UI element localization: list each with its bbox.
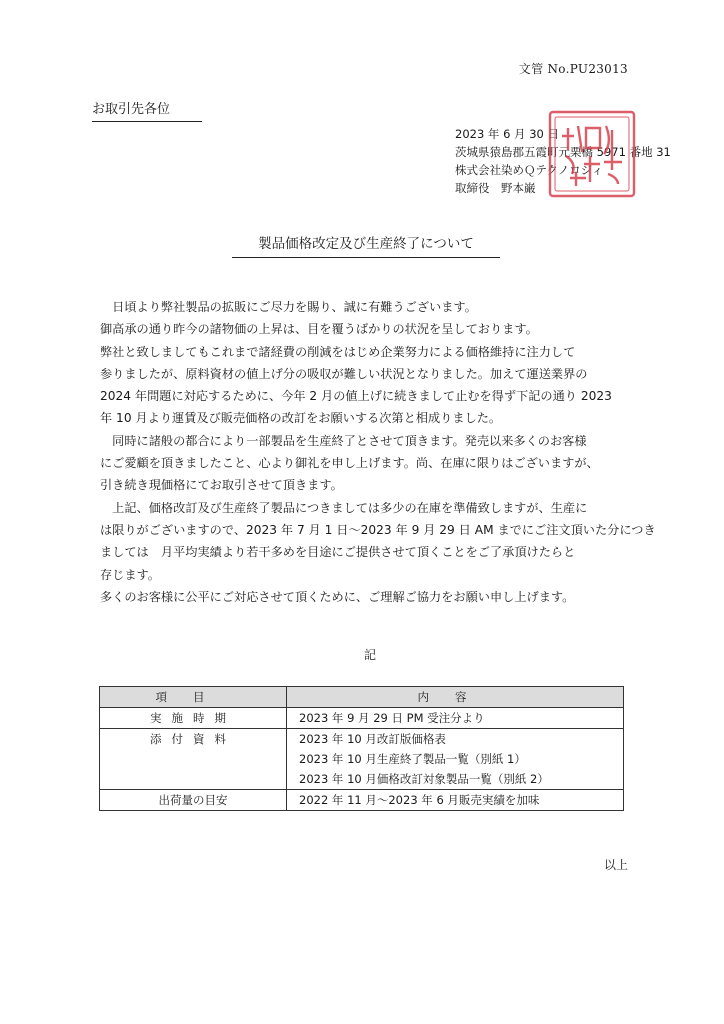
row-label: 出荷量の目安 — [100, 790, 287, 811]
body-line: 参りましたが、原料資材の値上げ分の吸収が難しい状況となりました。加えて運送業界の — [100, 366, 588, 381]
sender-address: 茨城県猿島郡五霞町元栗橋 5971 番地 31 — [455, 145, 671, 159]
closing-text: 以上 — [603, 858, 628, 872]
row-value — [287, 708, 624, 729]
sender-company: 株式会社染めＱテクノロジィ — [455, 163, 604, 177]
row-value — [287, 729, 624, 790]
row-value-line: 2023 年 9 月 29 日 PM 受注分より — [299, 711, 485, 725]
header-item: 項目 — [100, 687, 287, 708]
issue-date: 2023 年 6 月 30 日 — [455, 127, 559, 141]
body-line: 引き続き現価格にてお取引させて頂きます。 — [100, 478, 343, 493]
body-line: 存じます。 — [100, 567, 160, 582]
body-line: 弊社と致しましてもこれまで諸経費の削減をはじめ企業努力による価格維持に注力して — [100, 344, 576, 359]
body-line: 2024 年問題に対応するために、今年 2 月の値上げに続きまして止むを得ず下記の通り 2023 — [100, 389, 612, 404]
body-line: 年 10 月より運賃及び販売価格の改訂をお願いする次第と相成りました。 — [100, 411, 502, 426]
body-line: ましては 月平均実績より若干多めを目途にご提供させて頂くことをご了承頂けたらと — [100, 545, 576, 560]
body-line: 上記、価格改訂及び生産終了製品につきましては多少の在庫を準備致しますが、生産に — [100, 500, 588, 515]
body-line: 多くのお客様に公平にご対応させて頂くために、ご理解ご協力をお願い申し上げます。 — [100, 589, 575, 604]
document-title: 製品価格改定及び生産終了について — [232, 232, 500, 258]
row-value-line: 2023 年 10 月生産終了製品一覧（別紙 1） — [299, 752, 526, 766]
body-line: は限りがございますので、2023 年 7 月 1 日～2023 年 9 月 29 日 AM までにご注文頂いた分につき — [100, 522, 656, 537]
row-label: 実施時期 — [100, 708, 287, 729]
row-value — [287, 790, 624, 811]
body-line: 同時に諸般の都合により一部製品を生産終了とさせて頂きます。発売以来多くのお客様 — [100, 433, 587, 448]
sender-representative: 取締役 野本巌 — [455, 181, 536, 195]
row-label: 添付資料 — [100, 729, 287, 790]
table-header-row — [100, 687, 624, 708]
body-text — [100, 296, 656, 608]
body-line: 御高承の通り昨今の諸物価の上昇は、目を覆うばかりの状況を呈しております。 — [100, 322, 538, 337]
table-row — [100, 729, 624, 790]
table-row — [100, 708, 624, 729]
row-value-line: 2023 年 10 月価格改訂対象製品一覧（別紙 2） — [299, 772, 549, 786]
row-value-line: 2023 年 10 月改訂版価格表 — [299, 732, 446, 746]
body-line: 日頃より弊社製品の拡販にご尽力を賜り、誠に有難うございます。 — [100, 300, 477, 314]
company-seal-icon — [546, 108, 638, 200]
body-line: にご愛顧を頂きましたこと、心より御礼を申し上げます。尚、在庫に限りはございますが、 — [100, 456, 599, 471]
header-content: 内容 — [287, 687, 624, 708]
row-value-line: 2022 年 11 月～2023 年 6 月販売実績を加味 — [299, 793, 540, 807]
details-table — [99, 686, 624, 811]
recipient: お取引先各位 — [92, 98, 202, 122]
document-number: 文管 No.PU23013 — [518, 62, 628, 76]
table-row — [100, 790, 624, 811]
ki-heading: 記 — [364, 648, 377, 662]
